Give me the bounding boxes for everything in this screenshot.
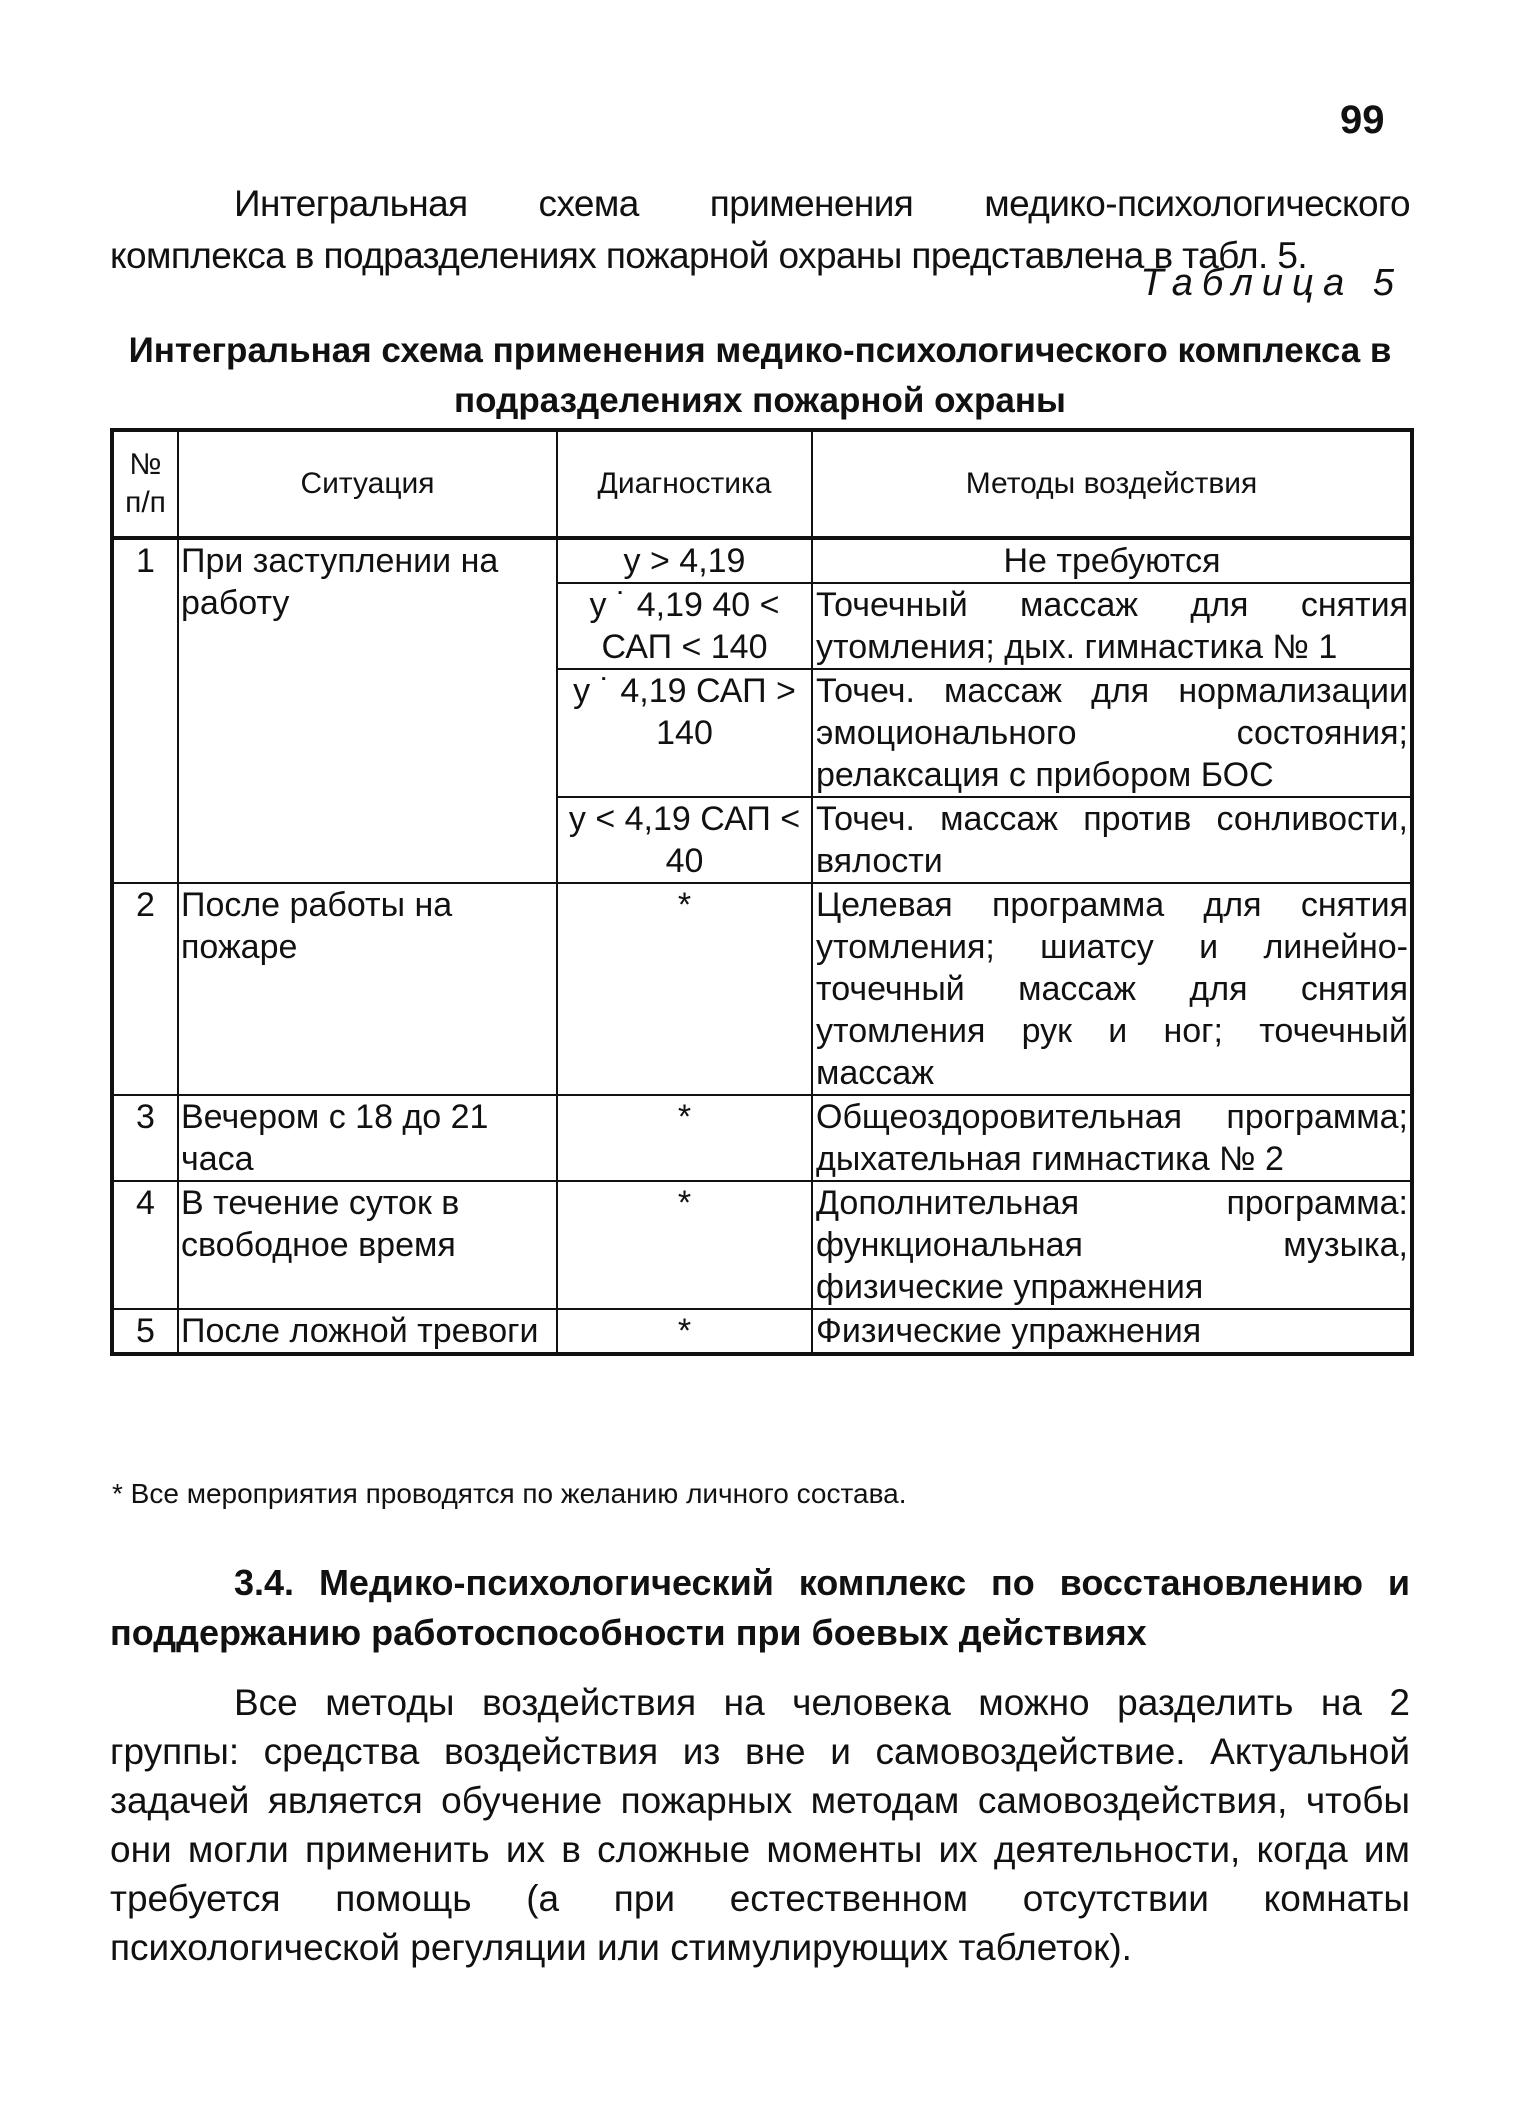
row-diagnostics: * xyxy=(557,883,812,1095)
row-diagnostics: y ˙ 4,19 САП > 140 xyxy=(557,669,812,797)
row-diagnostics: * xyxy=(557,1181,812,1309)
row-methods: Не требуются xyxy=(812,538,1412,583)
row-diagnostics: y > 4,19 xyxy=(557,538,812,583)
methods-table xyxy=(110,428,1414,1356)
table-row xyxy=(112,883,1412,1095)
row-situation: В течение суток в свободное время xyxy=(178,1181,557,1309)
row-methods: Дополнительная программа: функциональная музыка, физические упражнения xyxy=(812,1181,1412,1309)
footnote: * Все мероприятия проводятся по желанию личного состава. xyxy=(112,1478,907,1509)
header-methods: Методы воздействия xyxy=(812,430,1412,538)
table-header-row xyxy=(112,430,1412,538)
row-num: 2 xyxy=(112,883,178,1095)
table-row xyxy=(112,1181,1412,1309)
row-situation: После работы на пожаре xyxy=(178,883,557,1095)
table-label: Таблица 5 xyxy=(1140,262,1403,304)
row-diagnostics: y < 4,19 САП < 40 xyxy=(557,797,812,883)
row-num: 5 xyxy=(112,1309,178,1354)
row-situation: При заступлении на работу xyxy=(178,538,557,883)
row-methods: Точеч. массаж для нормализации эмоционального состояния; релаксация с прибором БОС xyxy=(812,669,1412,797)
row-methods: Точеч. массаж против сонливости, вялости xyxy=(812,797,1412,883)
row-num: 3 xyxy=(112,1095,178,1181)
page-number: 99 xyxy=(1340,98,1385,142)
section-heading: 3.4. Медико-психологический комплекс по восстановлению и поддержанию работоспособности при боевых действиях xyxy=(110,1562,1410,1653)
row-num: 1 xyxy=(112,538,178,883)
row-diagnostics: * xyxy=(557,1095,812,1181)
row-diagnostics: * xyxy=(557,1309,812,1354)
row-situation: Вечером с 18 до 21 часа xyxy=(178,1095,557,1181)
table-title: Интегральная схема применения медико-психологического комплекса в подразделениях пожарной охраны xyxy=(128,331,1392,420)
row-methods: Общеоздоровительная программа; дыхательная гимнастика № 2 xyxy=(812,1095,1412,1181)
table-row xyxy=(112,538,1412,583)
header-diagnostics: Диагностика xyxy=(557,430,812,538)
row-methods: Физические упражнения xyxy=(812,1309,1412,1354)
table-row xyxy=(112,1095,1412,1181)
row-methods: Целевая программа для снятия утомления; шиатсу и линейно-точечный массаж для снятия утомления рук и ног; точечный массаж xyxy=(812,883,1412,1095)
row-num: 4 xyxy=(112,1181,178,1309)
row-situation: После ложной тревоги xyxy=(178,1309,557,1354)
body-paragraph: Все методы воздействия на человека можно разделить на 2 группы: средства воздействия из вне и самовоздействие. Актуальной задачей является обучение пожарных методам самовоздействия, чтобы они могли применить их в сложные моменты их деятельности, когда им требуется помощь (а при естественном отсутствии комнаты психологической регуляции или стимулирующих таблеток). xyxy=(110,1682,1410,1968)
row-methods: Точечный массаж для снятия утомления; дых. гимнастика № 1 xyxy=(812,583,1412,669)
header-situation: Ситуация xyxy=(178,430,557,538)
row-diagnostics: y ˙ 4,19 40 < САП < 140 xyxy=(557,583,812,669)
table-row xyxy=(112,1309,1412,1354)
header-num: № п/п xyxy=(112,430,178,538)
intro-paragraph: Интегральная схема применения медико-психологического комплекса в подразделениях пожарной охраны представлена в табл. 5. xyxy=(110,183,1410,276)
